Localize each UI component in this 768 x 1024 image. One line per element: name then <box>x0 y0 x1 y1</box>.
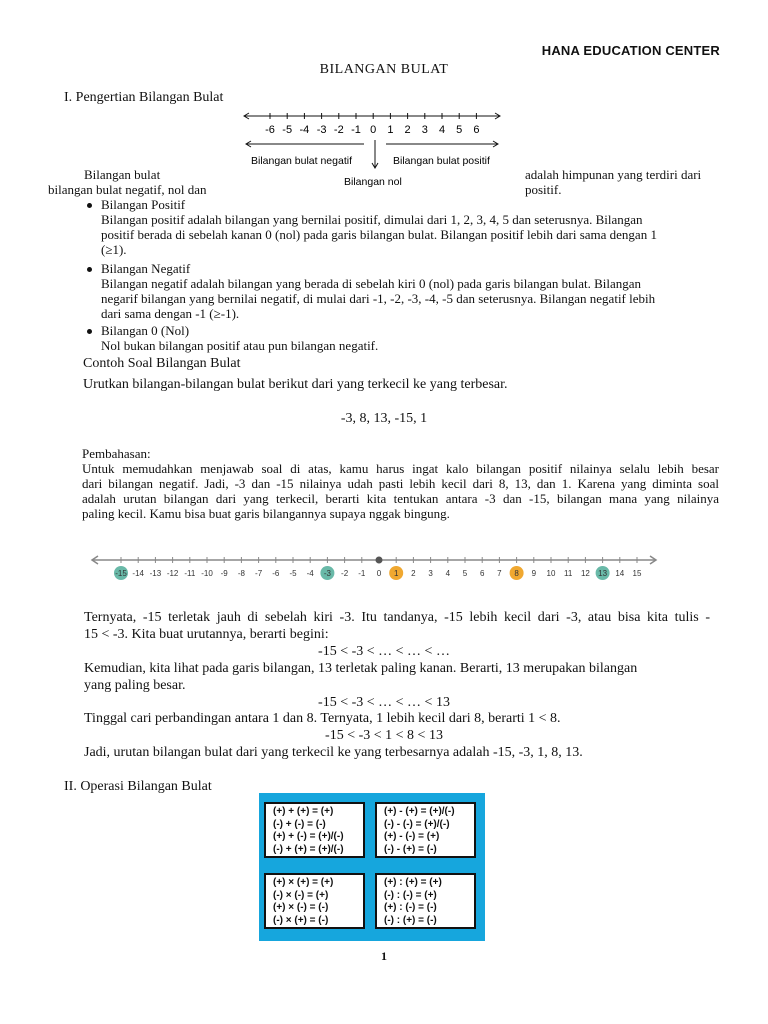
number-line-tick-label: -4 <box>299 124 310 136</box>
section-2-heading: II. Operasi Bilangan Bulat <box>64 779 212 794</box>
bullet-dot <box>87 329 92 334</box>
operations-panel <box>259 793 485 941</box>
number-line-2-axis <box>92 556 656 564</box>
number-line-2-tick-label: 11 <box>564 569 573 578</box>
document-title: BILANGAN BULAT <box>319 62 449 77</box>
order-2: -15 < -3 < … < … < 13 <box>318 695 450 710</box>
bullet-zero-line-1: Nol bukan bilangan positif atau pun bilangan negatif. <box>101 338 379 353</box>
bullet-zero-title: Bilangan 0 (Nol) <box>101 323 190 338</box>
number-line-tick-label: 5 <box>456 124 463 136</box>
intro-left-1: Bilangan bulat <box>84 167 161 182</box>
number-line-2-tick-label: -2 <box>341 569 349 578</box>
number-line-2-tick-label: -13 <box>149 569 162 578</box>
number-line-2-tick-label: 6 <box>479 569 485 578</box>
number-line-2-tick-label: 15 <box>632 569 642 578</box>
bullet-positive-line-1: Bilangan positif adalah bilangan yang bernilai positif, dimulai dari 1, 2, 3, 4, 5 dan seterusnya. Bilangan <box>101 212 643 227</box>
bullet-negative-line-3: dari sama dengan -1 (≥-1). <box>101 306 240 321</box>
number-line-2-tick-label: -15 <box>115 569 127 578</box>
addition-rules-box <box>264 802 365 858</box>
number-line-tick-label: -2 <box>333 124 344 136</box>
number-line-2-tick-label: 1 <box>393 569 399 578</box>
number-line-2-tick-label: 0 <box>376 569 382 578</box>
division-rules-box <box>375 873 476 929</box>
number-line-tick-label: 6 <box>473 124 480 136</box>
zero-point-marker <box>376 557 383 564</box>
number-line-2-tick-label: 10 <box>546 569 556 578</box>
number-line-2-tick-label: -1 <box>358 569 366 578</box>
number-line-2-tick-label: -12 <box>166 569 179 578</box>
number-line-2-tick-label: -11 <box>184 569 196 578</box>
number-line-tick-label: 1 <box>387 124 394 136</box>
step-1-line-1: Ternyata, -15 terletak jauh di sebelah kiri -3. Itu tandanya, -15 lebih kecil dari -3, atau bisa kita tulis - <box>84 610 710 625</box>
multiplication-rule: (+) × (+) = (+) <box>273 877 334 888</box>
number-line-2-diagram <box>88 550 660 582</box>
number-line-2-tick-label: 2 <box>411 569 416 578</box>
number-line-tick-label: 0 <box>370 124 377 136</box>
addition-rule: (-) + (+) = (+)/(-) <box>273 843 344 855</box>
number-line-2-tick-label: -3 <box>323 569 331 578</box>
conclusion: Jadi, urutan bilangan bulat dari yang terkecil ke yang terbesarnya adalah -15, -3, 1, 8, 13. <box>84 745 583 760</box>
pembahasan-line-1: Untuk memudahkan menjawab soal di atas, kamu harus ingat kalo bilangan positif nilainya selalu lebih besar <box>82 461 719 476</box>
subtraction-rule: (-) - (-) = (+)/(-) <box>384 818 450 830</box>
step-2-line-1: Kemudian, kita lihat pada garis bilangan, 13 terletak paling kanan. Berarti, 13 merupakan bilangan <box>84 661 638 676</box>
number-line-tick-label: 2 <box>404 124 411 136</box>
number-line-2-tick-label: -7 <box>255 569 263 578</box>
addition-rule: (+) + (+) = (+) <box>273 806 334 817</box>
number-line-2-tick-label: -10 <box>201 569 213 578</box>
number-line-diagram <box>236 110 506 190</box>
multiplication-rule: (-) × (-) = (+) <box>273 889 329 901</box>
number-line-2-tick-label: 7 <box>497 569 502 578</box>
multiplication-rule: (+) × (-) = (-) <box>273 902 329 913</box>
number-line-tick-label: -1 <box>351 124 361 136</box>
number-line-2-tick-label: 13 <box>598 569 608 578</box>
pembahasan-label: Pembahasan: <box>82 446 151 461</box>
section-1-heading: I. Pengertian Bilangan Bulat <box>64 90 224 105</box>
pembahasan-line-2: dari bilangan negatif. Jadi, -3 dan -15 nilainya udah pasti lebih kecil dari 8, 13, dan 1. Karena yang diminta soal <box>82 476 719 491</box>
number-line-tick-label: -3 <box>316 124 327 136</box>
pembahasan-line-3: adalah urutan bilangan dari yang terkecil, berarti kita tentukan antara -3 dan -15, bilangan mana yang nilainya <box>82 491 719 506</box>
label-positive: Bilangan bulat positif <box>393 155 490 167</box>
addition-rule: (+) + (-) = (+)/(-) <box>273 831 344 842</box>
step-2-line-2: yang paling besar. <box>84 678 186 693</box>
number-line-2-tick-label: -4 <box>306 569 314 578</box>
bullet-negative-title: Bilangan Negatif <box>101 261 191 276</box>
example-numbers: -3, 8, 13, -15, 1 <box>340 411 428 426</box>
addition-rule: (-) + (-) = (-) <box>273 818 326 830</box>
bullet-negative-line-2: negarif bilangan yang bernilai negatif, di mulai dari -1, -2, -3, -4, -5 dan seterusnya. Bilangan negatif lebih <box>101 291 656 306</box>
bullet-dot <box>87 267 92 272</box>
order-3: -15 < -3 < 1 < 8 < 13 <box>325 728 443 743</box>
division-rule: (+) : (-) = (-) <box>384 902 437 913</box>
subtraction-rules-box <box>375 802 476 858</box>
number-line-2-tick-label: 14 <box>615 569 625 578</box>
division-rule: (+) : (+) = (+) <box>384 877 442 888</box>
page-number: 1 <box>381 949 387 963</box>
pembahasan-line-4: paling kecil. Kamu bisa buat garis bilangannya supaya nggak bingung. <box>82 506 450 521</box>
organization-name: HANA EDUCATION CENTER <box>541 43 720 58</box>
number-line-tick-label: 3 <box>421 124 428 136</box>
number-line-2-tick-label: -14 <box>132 569 144 578</box>
intro-right-1: adalah himpunan yang terdiri dari <box>525 167 702 182</box>
multiplication-rules-box <box>264 873 365 929</box>
division-rule: (-) : (-) = (+) <box>384 889 437 901</box>
number-line-tick-label: -6 <box>265 124 275 136</box>
intro-right-2: positif. <box>525 182 562 197</box>
step-1-line-2: 15 < -3. Kita buat urutannya, berarti begini: <box>84 627 329 642</box>
order-1: -15 < -3 < … < … < … <box>318 644 450 659</box>
number-line-tick-label: -5 <box>282 124 293 136</box>
number-line-2-tick-label: 4 <box>445 569 451 578</box>
step-3: Tinggal cari perbandingan antara 1 dan 8. Ternyata, 1 lebih kecil dari 8, berarti 1 < 8. <box>84 711 561 726</box>
bullet-positive-line-2: positif berada di sebelah kanan 0 (nol) pada garis bilangan bulat. Bilangan positif lebih dari sama dengan 1 <box>101 227 657 242</box>
subtraction-rule: (-) - (+) = (-) <box>384 843 437 855</box>
number-line-2-tick-label: 3 <box>428 569 433 578</box>
number-line-tick-label: 4 <box>438 124 446 136</box>
number-line-2-tick-label: -6 <box>272 569 280 578</box>
subtraction-rule: (+) - (-) = (+) <box>384 831 440 842</box>
label-zero: Bilangan nol <box>344 176 402 188</box>
bullet-negative-line-1: Bilangan negatif adalah bilangan yang berada di sebelah kiri 0 (nol) pada garis bilangan bulat. Bilangan <box>101 276 642 291</box>
number-line-2-tick-label: 12 <box>580 569 590 578</box>
bullet-positive-title: Bilangan Positif <box>101 197 186 212</box>
division-rule: (-) : (+) = (-) <box>384 914 437 926</box>
multiplication-rule: (-) × (+) = (-) <box>273 914 329 926</box>
example-question: Urutkan bilangan-bilangan bulat berikut dari yang terkecil ke yang terbesar. <box>83 377 508 392</box>
number-line-2-tick-label: -9 <box>220 569 228 578</box>
number-line-2-tick-label: -8 <box>237 569 245 578</box>
label-negative: Bilangan bulat negatif <box>251 155 352 167</box>
number-line-2-tick-label: 9 <box>531 569 537 578</box>
bullet-dot <box>87 203 92 208</box>
number-line-2-tick-label: 8 <box>514 569 519 578</box>
number-line-2-tick-label: 5 <box>462 569 468 578</box>
intro-left-2: bilangan bulat negatif, nol dan <box>48 182 207 197</box>
number-line-2-tick-label: -5 <box>289 569 297 578</box>
bullet-positive-line-3: (≥1). <box>101 242 127 257</box>
example-heading: Contoh Soal Bilangan Bulat <box>83 356 241 371</box>
subtraction-rule: (+) - (+) = (+)/(-) <box>384 806 455 817</box>
